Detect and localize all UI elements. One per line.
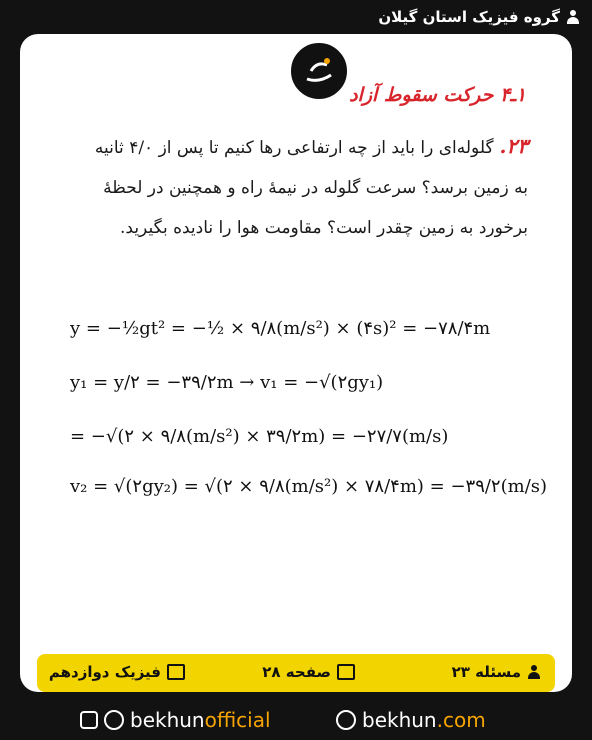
logo-mark-icon: [301, 53, 337, 89]
group-name: گروه فیزیک استان گیلان: [378, 8, 560, 26]
footer-subject: [49, 663, 185, 681]
bekhun-logo: [288, 40, 350, 102]
graduation-cap-icon: [167, 664, 185, 680]
section-title: ۱ـ۴ حرکت سقوط آزاد: [349, 84, 526, 106]
solution-line-1: y = −½gt² = −½ × ۹/۸(m/s²) × (۴s)² = −۷۸/۴m: [70, 318, 491, 339]
user-icon: [566, 10, 580, 24]
instagram-icon: [104, 710, 124, 730]
problem-number: ۲۳.: [499, 134, 528, 158]
social-handle[interactable]: bekhunofficial: [80, 708, 271, 732]
solution-line-4: v₂ = √(۲gy₂) = √(۲ × ۹/۸(m/s²) × ۷۸/۴m) = −۳۹/۲(m/s): [70, 476, 548, 497]
website-link[interactable]: bekhun.com: [336, 708, 486, 732]
footer-page: [262, 663, 355, 681]
content-card: [20, 34, 572, 692]
globe-icon: [336, 710, 356, 730]
user-icon: [527, 665, 541, 679]
page-label: صفحه ۲۸: [262, 663, 331, 681]
telegram-icon: [80, 711, 98, 729]
footer-problem: [452, 663, 541, 681]
bottom-bar: [0, 700, 592, 740]
problem-label: مسئله ۲۳: [451, 663, 521, 681]
problem-text: [48, 126, 528, 248]
solution-line-3: = −√(۲ × ۹/۸(m/s²) × ۳۹/۲m) = −۲۷/۷(m/s): [70, 426, 449, 447]
solution-line-2: y₁ = y/۲ = −۳۹/۲m → v₁ = −√(۲gy₁): [70, 372, 384, 393]
group-title: [378, 8, 580, 26]
subject-label: فیزیک دوازدهم: [48, 663, 161, 681]
problem-line: برخورد به زمین چقدر است؟ مقاومت هوا را نادیده بگیرید.: [120, 218, 528, 238]
problem-line: ۲۳.گلوله‌ای را باید از چه ارتفاعی رها کنیم تا پس از ۴/۰ ثانیه: [94, 134, 528, 158]
footer-bar: [37, 654, 555, 692]
book-icon: [337, 664, 355, 680]
problem-line: به زمین برسد؟ سرعت گلوله در نیمهٔ راه و همچنین در لحظهٔ: [103, 178, 528, 198]
top-bar: [0, 0, 592, 36]
